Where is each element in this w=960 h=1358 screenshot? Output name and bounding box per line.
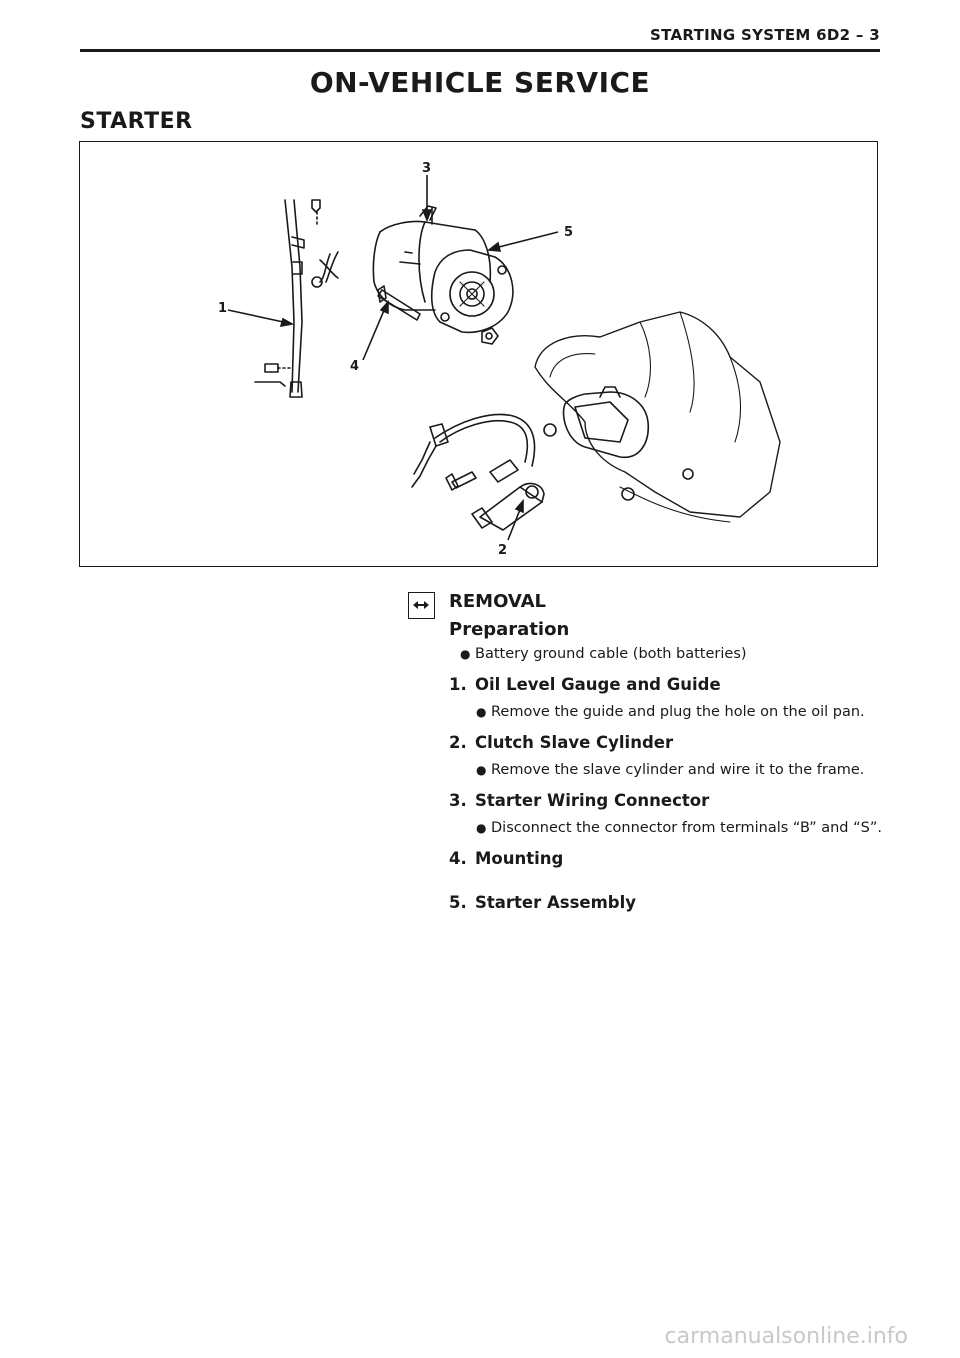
- step-number: 3.: [449, 791, 467, 810]
- preparation-heading: Preparation: [449, 619, 570, 640]
- header-rule: [80, 49, 880, 52]
- step-3-bullet: ● Disconnect the connector from terminals “B” and “S”.: [476, 820, 882, 836]
- step-1-bullet: ● Remove the guide and plug the hole on the oil pan.: [476, 704, 865, 720]
- step-bullet-text: Remove the slave cylinder and wire it to the frame.: [491, 762, 865, 778]
- step-title: Clutch Slave Cylinder: [475, 733, 674, 752]
- step-number: 2.: [449, 733, 467, 752]
- preparation-bullet-text: Battery ground cable (both batteries): [475, 646, 747, 662]
- step-title: Starter Wiring Connector: [475, 791, 710, 810]
- starter-exploded-diagram: [80, 142, 877, 566]
- callout-4: 4: [350, 359, 360, 374]
- step-2-bullet: ● Remove the slave cylinder and wire it to the frame.: [476, 762, 865, 778]
- step-number: 1.: [449, 675, 467, 694]
- callout-5: 5: [564, 225, 574, 240]
- removal-section: [449, 590, 889, 914]
- callout-2: 2: [498, 543, 508, 558]
- step-title: Oil Level Gauge and Guide: [475, 675, 721, 694]
- step-title: Mounting: [475, 849, 564, 868]
- removal-arrows-icon: [408, 592, 435, 619]
- step-title: Starter Assembly: [475, 893, 637, 912]
- running-header: STARTING SYSTEM 6D2 – 3: [650, 26, 880, 44]
- step-5: [449, 892, 889, 914]
- removal-heading: REMOVAL: [449, 591, 546, 612]
- starter-figure: [79, 141, 878, 567]
- step-bullet-text: Remove the guide and plug the hole on the oil pan.: [491, 704, 865, 720]
- watermark: carmanualsonline.info: [664, 1324, 908, 1349]
- callout-3: 3: [422, 161, 432, 176]
- step-number: 5.: [449, 893, 467, 912]
- step-1: [449, 674, 889, 696]
- step-3: [449, 790, 889, 812]
- step-2: [449, 732, 889, 754]
- preparation-bullet: ● Battery ground cable (both batteries): [460, 646, 747, 662]
- step-number: 4.: [449, 849, 467, 868]
- step-4: [449, 848, 889, 870]
- step-bullet-text: Disconnect the connector from terminals “B” and “S”.: [491, 820, 882, 836]
- callout-1: 1: [218, 301, 228, 316]
- section-title: STARTER: [80, 109, 193, 134]
- page-title: ON-VEHICLE SERVICE: [309, 66, 651, 99]
